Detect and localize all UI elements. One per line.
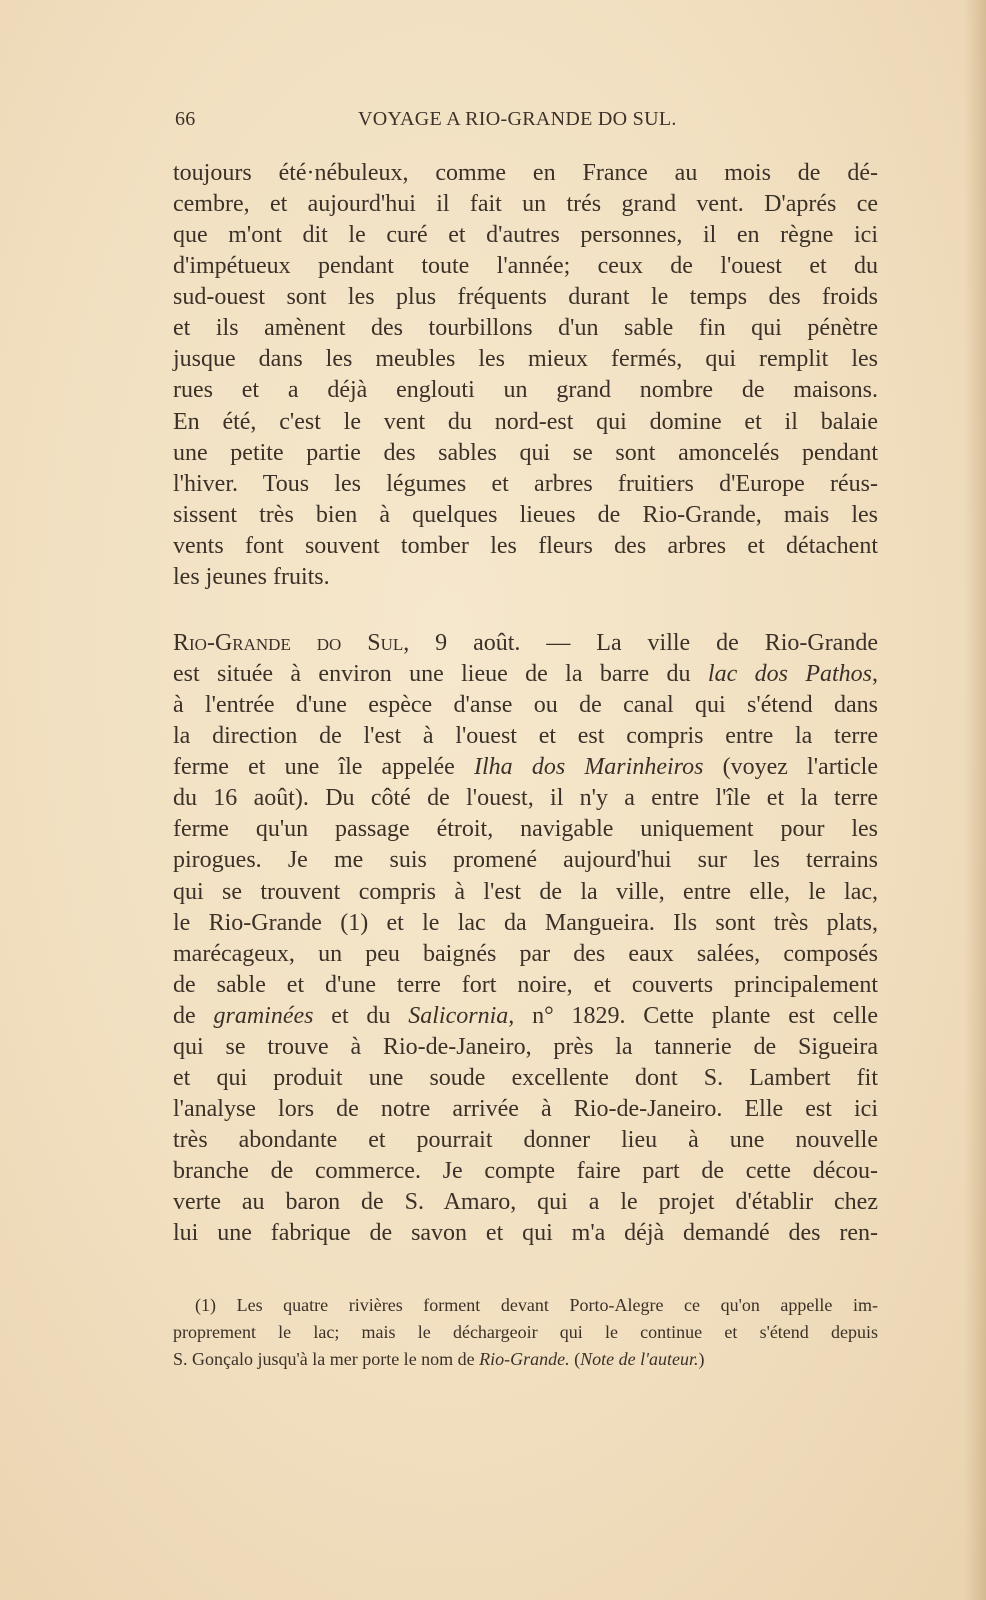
text-line [173,531,878,562]
italic-text: Ilha dos Marinheiros [474,754,704,781]
text-segment: vents font souvent tomber les fleurs des arbres et détachent [173,532,878,559]
text-line [173,375,878,406]
text-segment: l'hiver. Tous les légumes et arbres fruitiers d'Europe réus- [173,470,878,497]
text-segment: jusque dans les meubles les mieux fermés, qui remplit les [173,346,878,373]
text-line [173,659,878,690]
text-segment: d'impétueux pendant toute l'année; ceux de l'ouest et du [173,253,878,280]
text-line [173,251,878,282]
text-line [173,970,878,1001]
text-segment: de [173,1002,214,1029]
text-segment: cembre, et aujourd'hui il fait un trés grand vent. D'aprés ce [173,191,878,218]
small-caps-heading: Rio-Grande do Sul [173,630,404,656]
text-segment: marécageux, un peu baignés par des eaux salées, composés [173,940,878,967]
italic-text: graminées [213,1002,314,1029]
text-segment: ( [569,1349,581,1369]
text-segment: (1) Les quatre rivières forment devant Porto-Alegre ce qu'on appelle im- [195,1295,878,1315]
text-segment: sissent très bien à quelques lieues de Rio-Grande, mais les [173,501,878,528]
text-line [173,814,878,845]
text-segment: , 9 août. — La ville de Rio-Grande [403,630,878,656]
text-line [173,1346,878,1373]
text-line [173,783,878,814]
text-line [173,282,878,313]
text-line [173,752,878,783]
text-segment: que m'ont dit le curé et d'autres personnes, il en règne ici [173,222,878,249]
text-line [173,344,878,375]
paragraph-2 [173,628,878,1249]
text-segment: du 16 août). Du côté de l'ouest, il n'y a entre l'île et la terre [173,785,878,812]
text-line [173,1156,878,1187]
text-line [173,562,878,593]
text-line [173,721,878,752]
text-line [173,469,878,500]
text-segment: rues et a déjà englouti un grand nombre de maisons. [173,377,878,404]
text-segment: toujours été·nébuleux, comme en France au mois de dé- [173,160,878,186]
text-segment: ferme et une île appelée [173,754,474,781]
text-segment: ) [698,1349,705,1369]
text-segment: une petite partie des sables qui se sont amoncelés pendant [173,439,878,466]
text-line [173,908,878,939]
text-line [173,500,878,531]
text-segment: et du [313,1002,409,1029]
paragraph-1 [173,158,878,593]
text-line [173,877,878,908]
text-line [173,1094,878,1125]
running-header [173,108,878,138]
footnote [173,1292,878,1373]
text-segment: est située à environ une lieue de la barre du [173,661,708,688]
running-title: VOYAGE A RIO-GRANDE DO SUL. [358,108,677,130]
text-segment: la direction de l'est à l'ouest et est compris entre la terre [173,723,878,750]
text-segment: à l'entrée d'une espèce d'anse ou de canal qui s'étend dans [173,692,878,719]
text-segment: de sable et d'une terre fort noire, et couverts principalement [173,971,878,998]
text-segment: S. Gonçalo jusqu'à la mer porte le nom de [173,1349,480,1369]
page-number: 66 [175,108,196,130]
text-line [173,158,878,189]
text-segment: qui se trouve à Rio-de-Janeiro, près la tannerie de Sigueira [173,1033,878,1060]
text-segment: les jeunes fruits. [173,563,330,590]
text-line [173,845,878,876]
italic-text: Salicornia, [408,1002,515,1029]
italic-text: lac dos Pathos [707,661,872,688]
italic-text: Rio-Grande. [479,1349,570,1369]
text-segment: verte au baron de S. Amaro, qui a le projet d'établir chez [173,1189,878,1216]
text-segment: (voyez l'article [703,754,878,781]
text-segment: lui une fabrique de savon et qui m'a déjà demandé des ren- [173,1220,878,1247]
text-segment: le Rio-Grande (1) et le lac da Mangueira. Ils sont très plats, [173,909,878,936]
text-line [173,1125,878,1156]
text-line [173,1218,878,1249]
text-line [173,438,878,469]
text-segment: branche de commerce. Je compte faire part de cette décou- [173,1158,878,1185]
text-segment: ferme qu'un passage étroit, navigable uniquement pour les [173,816,878,843]
text-line [173,1063,878,1094]
text-segment: n° 1829. Cette plante est celle [514,1002,879,1029]
text-line [173,407,878,438]
text-line [173,939,878,970]
text-line [173,220,878,251]
text-segment: proprement le lac; mais le déchargeoir qui le continue et s'étend depuis [173,1322,878,1342]
text-segment: et qui produit une soude excellente dont S. Lambert fit [173,1064,878,1091]
text-line [173,189,878,220]
italic-text: Note de l'auteur. [580,1349,699,1369]
text-line [173,1032,878,1063]
text-segment: et ils amènent des tourbillons d'un sable fin qui pénètre [173,315,878,342]
text-segment: sud-ouest sont les plus fréquents durant le temps des froids [173,284,878,311]
text-segment: qui se trouvent compris à l'est de la ville, entre elle, le lac, [173,878,878,905]
text-line [173,1187,878,1218]
text-segment: l'analyse lors de notre arrivée à Rio-de-Janeiro. Elle est ici [173,1095,878,1122]
page-edge-shadow [964,0,986,1600]
text-line [173,1292,878,1319]
text-segment: En été, c'est le vent du nord-est qui domine et il balaie [173,408,878,435]
text-segment: très abondante et pourrait donner lieu à une nouvelle [173,1127,878,1153]
text-line [173,690,878,721]
text-line [173,313,878,344]
text-segment: , [872,661,878,688]
text-line [173,628,878,659]
text-line [173,1001,878,1032]
text-segment: pirogues. Je me suis promené aujourd'hui sur les terrains [173,847,878,874]
text-line [173,1319,878,1346]
